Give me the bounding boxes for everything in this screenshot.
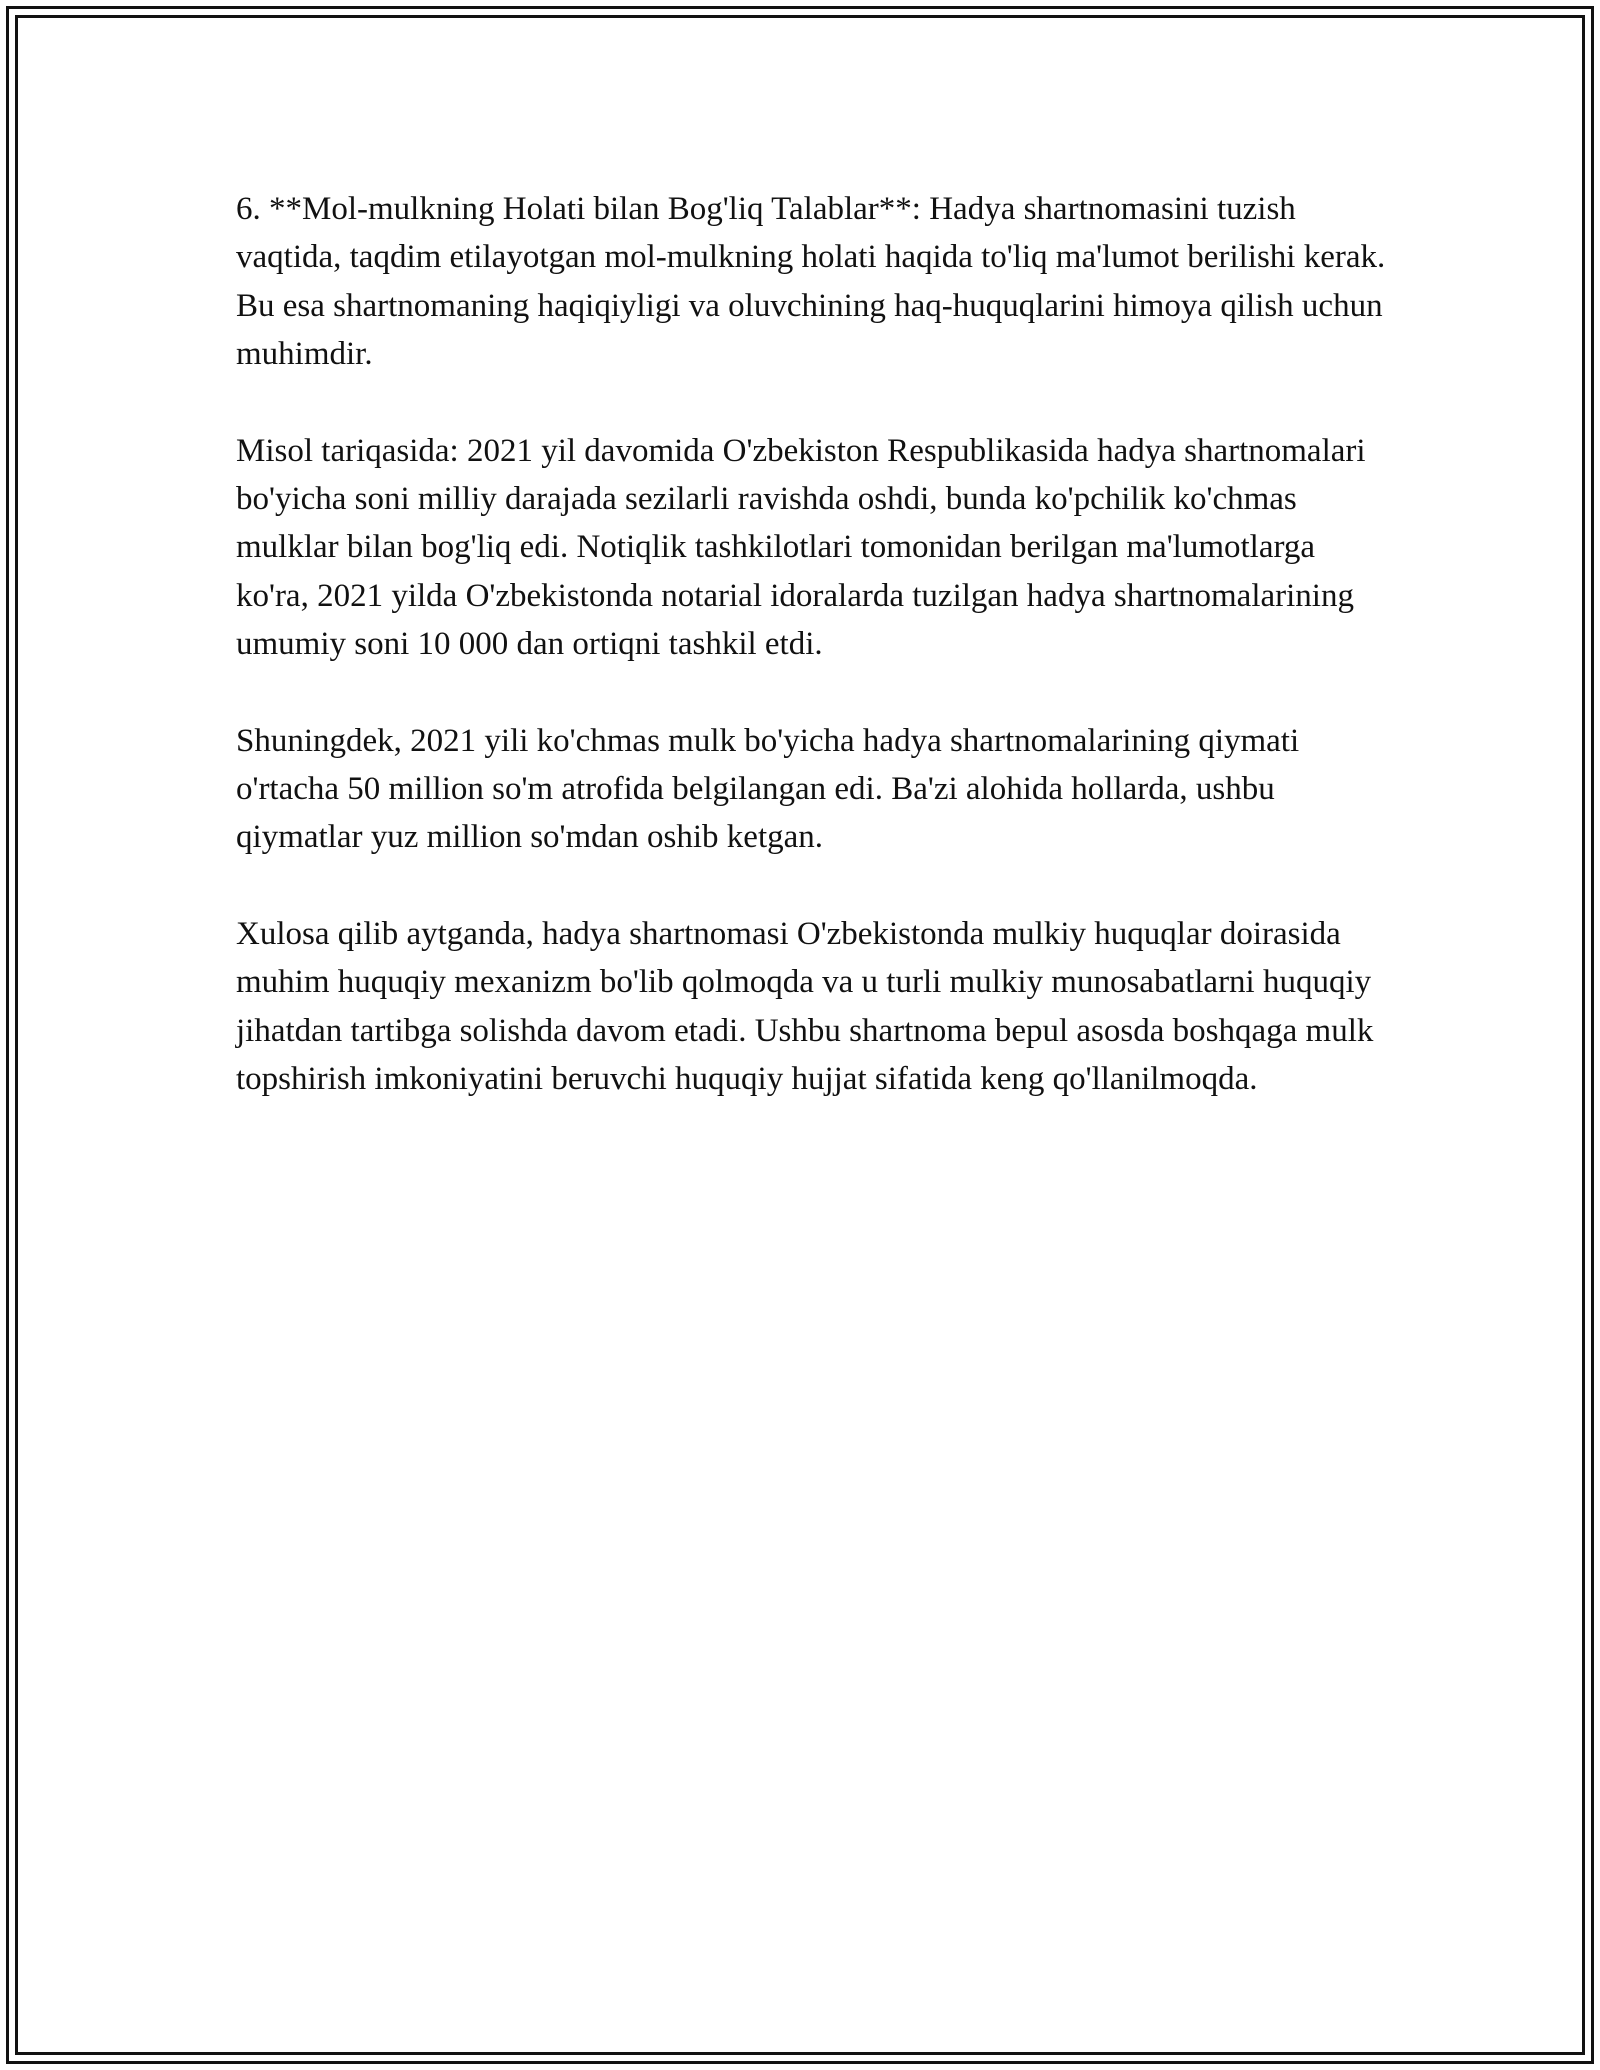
paragraph-conclusion: Xulosa qilib aytganda, hadya shartnomasi O'zbekistonda mulkiy huquqlar doirasida muhim huquqiy mexanizm bo'lib qolmoqda va u turli mulkiy munosabatlarni huquqiy jihatdan tartibga solishda davom etadi. Ushbu shartnoma bepul asosda boshqaga mulk topshirish imkoniyatini beruvchi huquqiy hujjat sifatida keng qo'llanilmoqda. [236, 915, 1374, 1098]
document-body [236, 185, 1386, 1152]
paragraph-property-condition-requirements: 6. **Mol-mulkning Holati bilan Bog'liq Talablar**: Hadya shartnomasini tuzish vaqtida, taqdim etilayotgan mol-mulkning holati haqida to'liq ma'lumot berilishi kerak. Bu esa shartnomaning haqiqiyligi va oluvchining haq-huquqlarini himoya qilish uchun muhimdir. [236, 191, 1386, 373]
paragraph-average-value: Shuningdek, 2021 yili ko'chmas mulk bo'yicha hadya shartnomalarining qiymati o'rtacha 50 million so'm atrofida belgilangan edi. Ba'zi alohida hollarda, ushbu qiymatlar yuz million so'mdan oshib ketgan. [236, 722, 1300, 856]
paragraph-example-2021-statistics: Misol tariqasida: 2021 yil davomida O'zbekiston Respublikasida hadya shartnomalari bo'yicha soni milliy darajada sezilarli ravishda oshdi, bunda ko'pchilik ko'chmas mulklar bilan bog'liq edi. Notiqlik tashkilotlari tomonidan berilgan ma'lumotlarga ko'ra, 2021 yilda O'zbekistonda notarial idoralarda tuzilgan hadya shartnomalarining umumiy soni 10 000 dan ortiqni tashkil etdi. [236, 432, 1366, 663]
